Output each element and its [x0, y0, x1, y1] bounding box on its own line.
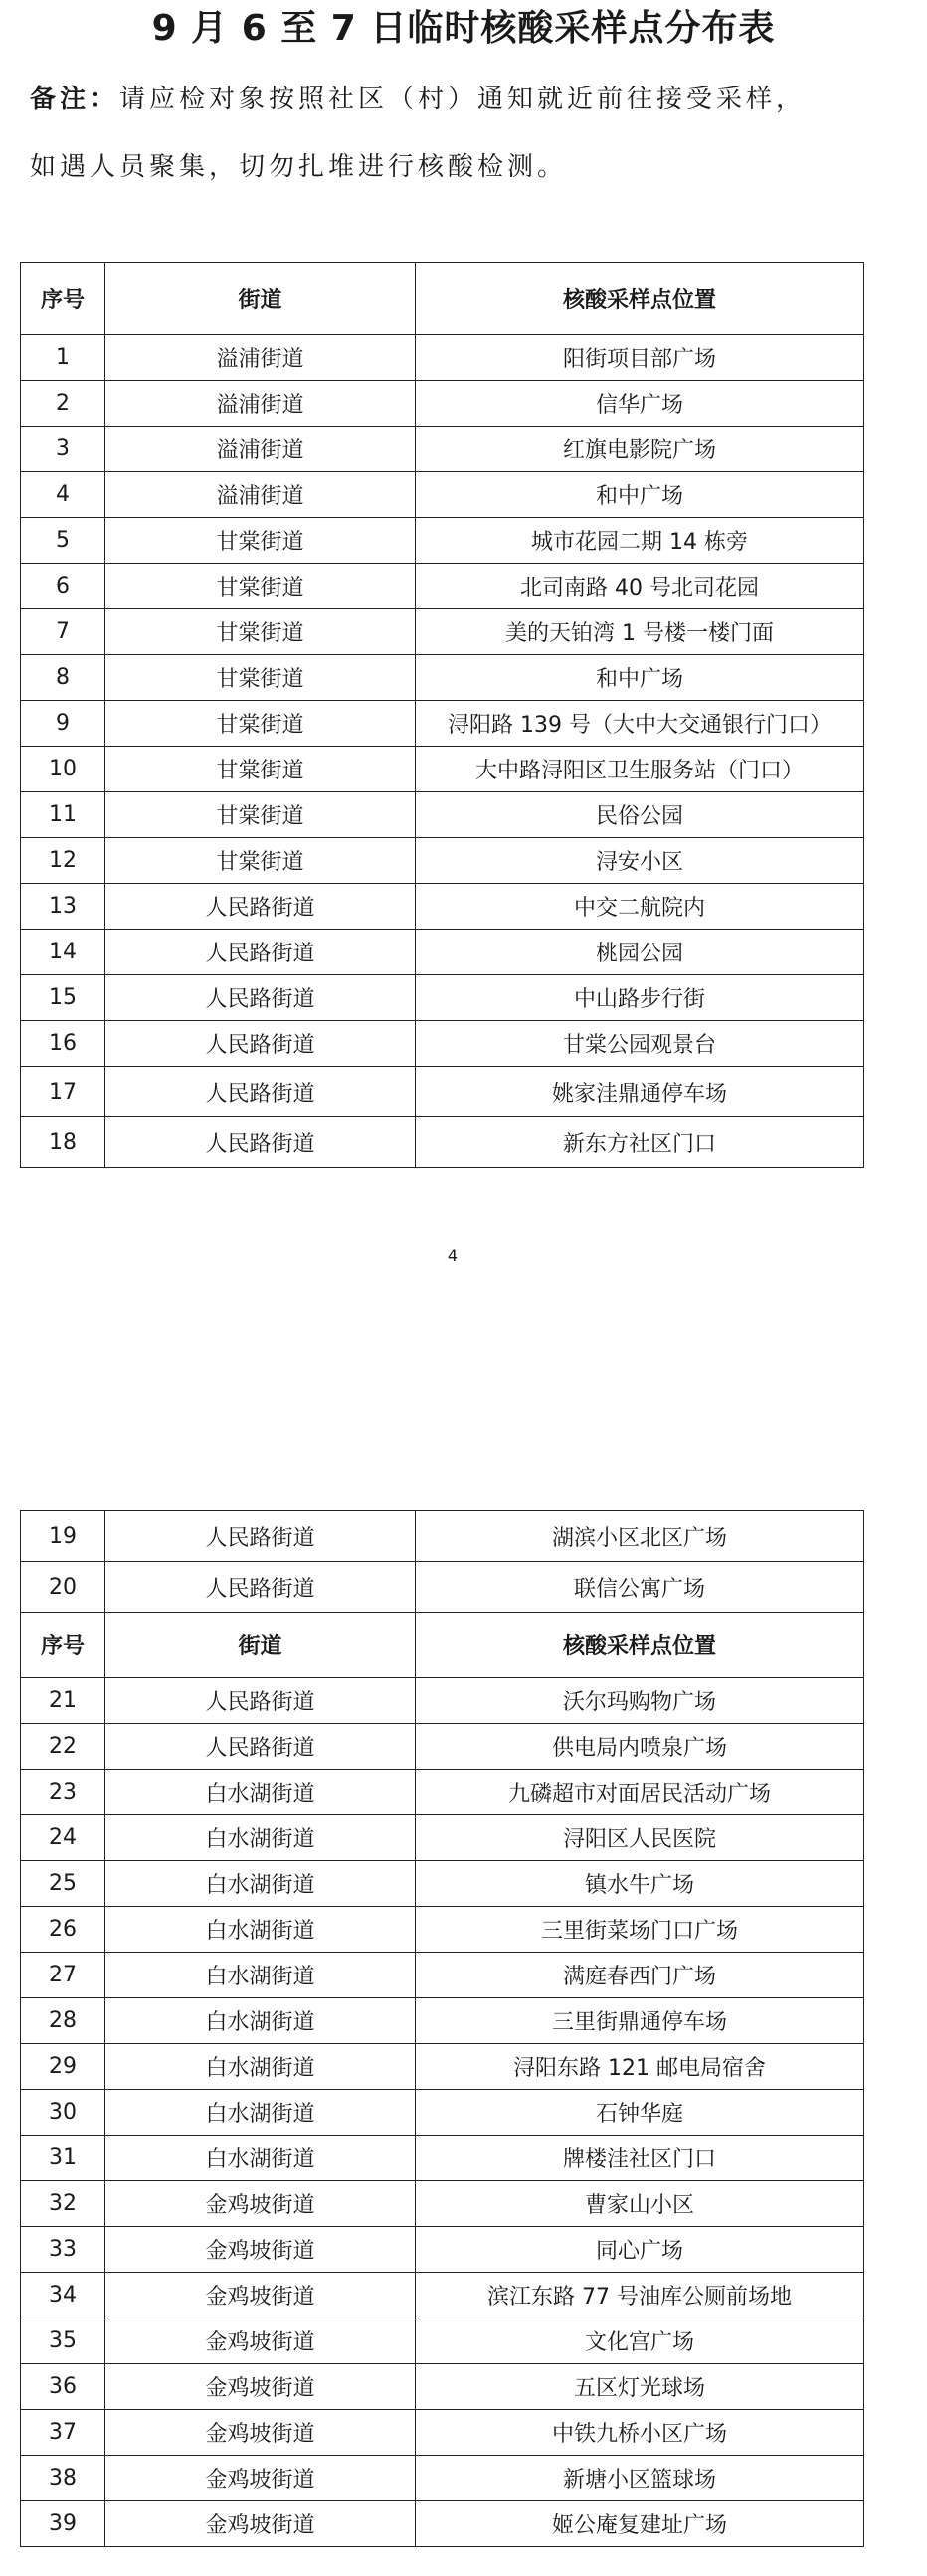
cell-no: 14 — [21, 930, 105, 975]
cell-no: 38 — [21, 2456, 105, 2501]
cell-no: 27 — [21, 1953, 105, 1998]
cell-street: 金鸡坡街道 — [105, 2456, 416, 2501]
cell-site: 大中路浔阳区卫生服务站（门口） — [416, 747, 864, 792]
sampling-table-page-1 — [20, 262, 864, 1168]
cell-site: 北司南路 40 号北司花园 — [416, 564, 864, 609]
cell-street: 甘棠街道 — [105, 792, 416, 838]
cell-no: 36 — [21, 2364, 105, 2410]
table-row — [21, 792, 864, 838]
cell-street: 白水湖街道 — [105, 1861, 416, 1907]
cell-site: 城市花园二期 14 栋旁 — [416, 518, 864, 564]
cell-no: 12 — [21, 838, 105, 884]
cell-street: 白水湖街道 — [105, 2136, 416, 2181]
cell-site: 九磷超市对面居民活动广场 — [416, 1770, 864, 1815]
table-row — [21, 381, 864, 427]
table-row — [21, 2456, 864, 2501]
cell-street: 甘棠街道 — [105, 701, 416, 747]
cell-street: 溢浦街道 — [105, 335, 416, 381]
cell-no: 11 — [21, 792, 105, 838]
table-row — [21, 930, 864, 975]
cell-no: 20 — [21, 1562, 105, 1613]
cell-no: 29 — [21, 2044, 105, 2090]
table-row — [21, 2501, 864, 2547]
cell-no: 21 — [21, 1678, 105, 1724]
cell-no: 30 — [21, 2090, 105, 2136]
cell-no: 16 — [21, 1021, 105, 1067]
cell-street: 人民路街道 — [105, 1117, 416, 1168]
cell-site: 和中广场 — [416, 655, 864, 701]
cell-street: 甘棠街道 — [105, 518, 416, 564]
cell-street: 人民路街道 — [105, 975, 416, 1021]
cell-street: 人民路街道 — [105, 1724, 416, 1770]
cell-street: 人民路街道 — [105, 930, 416, 975]
cell-no: 7 — [21, 609, 105, 655]
cell-site: 甘棠公园观景台 — [416, 1021, 864, 1067]
cell-street: 金鸡坡街道 — [105, 2364, 416, 2410]
cell-no: 33 — [21, 2227, 105, 2273]
cell-street: 甘棠街道 — [105, 655, 416, 701]
table-row — [21, 1770, 864, 1815]
cell-street: 白水湖街道 — [105, 1998, 416, 2044]
cell-site: 浔阳路 139 号（大中大交通银行门口） — [416, 701, 864, 747]
cell-site: 同心广场 — [416, 2227, 864, 2273]
cell-no: 37 — [21, 2410, 105, 2456]
cell-street: 金鸡坡街道 — [105, 2410, 416, 2456]
table-row — [21, 2410, 864, 2456]
table-row — [21, 2227, 864, 2273]
table-row — [21, 1678, 864, 1724]
table-row — [21, 1021, 864, 1067]
cell-no: 13 — [21, 884, 105, 930]
cell-site: 联信公寓广场 — [416, 1562, 864, 1613]
cell-street: 金鸡坡街道 — [105, 2181, 416, 2227]
cell-no: 4 — [21, 472, 105, 518]
table-row — [21, 1815, 864, 1861]
cell-site: 滨江东路 77 号油库公厕前场地 — [416, 2273, 864, 2318]
table-row — [21, 975, 864, 1021]
cell-street: 白水湖街道 — [105, 1770, 416, 1815]
cell-site: 沃尔玛购物广场 — [416, 1678, 864, 1724]
table-row — [21, 1562, 864, 1613]
note-line-1 — [30, 80, 806, 119]
cell-site: 姚家洼鼎通停车场 — [416, 1067, 864, 1117]
table-row — [21, 335, 864, 381]
cell-site: 石钟华庭 — [416, 2090, 864, 2136]
cell-site: 中山路步行街 — [416, 975, 864, 1021]
table-row — [21, 747, 864, 792]
cell-no: 35 — [21, 2318, 105, 2364]
cell-street: 人民路街道 — [105, 1678, 416, 1724]
cell-no: 18 — [21, 1117, 105, 1168]
cell-street: 白水湖街道 — [105, 2090, 416, 2136]
cell-site: 姬公庵复建址广场 — [416, 2501, 864, 2547]
table-row — [21, 472, 864, 518]
cell-street: 溢浦街道 — [105, 472, 416, 518]
cell-site: 三里街鼎通停车场 — [416, 1998, 864, 2044]
cell-no: 1 — [21, 335, 105, 381]
table-row — [21, 884, 864, 930]
table-row — [21, 1511, 864, 1562]
header-site: 核酸采样点位置 — [416, 1613, 864, 1678]
cell-street: 白水湖街道 — [105, 1815, 416, 1861]
page-number: 4 — [447, 1246, 459, 1265]
cell-street: 金鸡坡街道 — [105, 2273, 416, 2318]
cell-site: 牌楼洼社区门口 — [416, 2136, 864, 2181]
cell-no: 31 — [21, 2136, 105, 2181]
cell-street: 金鸡坡街道 — [105, 2501, 416, 2547]
cell-site: 五区灯光球场 — [416, 2364, 864, 2410]
cell-street: 甘棠街道 — [105, 564, 416, 609]
cell-site: 美的天铂湾 1 号楼一楼门面 — [416, 609, 864, 655]
header-no: 序号 — [21, 1613, 105, 1678]
cell-site: 信华广场 — [416, 381, 864, 427]
table-row — [21, 427, 864, 472]
cell-site: 红旗电影院广场 — [416, 427, 864, 472]
cell-street: 白水湖街道 — [105, 1953, 416, 1998]
table-row — [21, 838, 864, 884]
cell-street: 人民路街道 — [105, 884, 416, 930]
cell-site: 湖滨小区北区广场 — [416, 1511, 864, 1562]
cell-site: 曹家山小区 — [416, 2181, 864, 2227]
note-label: 备注： — [30, 85, 120, 114]
table-header-row — [21, 263, 864, 335]
cell-no: 2 — [21, 381, 105, 427]
cell-street: 甘棠街道 — [105, 747, 416, 792]
table-row — [21, 518, 864, 564]
table-row — [21, 564, 864, 609]
cell-site: 浔阳东路 121 邮电局宿舍 — [416, 2044, 864, 2090]
table-row — [21, 1861, 864, 1907]
cell-site: 浔阳区人民医院 — [416, 1815, 864, 1861]
table-row — [21, 701, 864, 747]
cell-street: 金鸡坡街道 — [105, 2227, 416, 2273]
header-site: 核酸采样点位置 — [416, 263, 864, 335]
table-row — [21, 2181, 864, 2227]
cell-no: 25 — [21, 1861, 105, 1907]
table-row — [21, 2364, 864, 2410]
table-row — [21, 1998, 864, 2044]
note-text-1: 请应检对象按照社区（村）通知就近前往接受采样， — [119, 85, 807, 114]
cell-no: 28 — [21, 1998, 105, 2044]
cell-site: 新塘小区篮球场 — [416, 2456, 864, 2501]
cell-site: 文化宫广场 — [416, 2318, 864, 2364]
table-row — [21, 1907, 864, 1953]
cell-no: 3 — [21, 427, 105, 472]
cell-street: 白水湖街道 — [105, 1907, 416, 1953]
cell-street: 金鸡坡街道 — [105, 2318, 416, 2364]
cell-site: 阳街项目部广场 — [416, 335, 864, 381]
table-row — [21, 655, 864, 701]
cell-site: 中铁九桥小区广场 — [416, 2410, 864, 2456]
cell-no: 22 — [21, 1724, 105, 1770]
cell-street: 甘棠街道 — [105, 838, 416, 884]
cell-site: 新东方社区门口 — [416, 1117, 864, 1168]
cell-street: 溢浦街道 — [105, 381, 416, 427]
cell-no: 8 — [21, 655, 105, 701]
cell-street: 人民路街道 — [105, 1511, 416, 1562]
cell-site: 民俗公园 — [416, 792, 864, 838]
table-row — [21, 2273, 864, 2318]
table-row — [21, 2318, 864, 2364]
table-row — [21, 1117, 864, 1168]
cell-site: 镇水牛广场 — [416, 1861, 864, 1907]
table-row — [21, 2090, 864, 2136]
table-row — [21, 1067, 864, 1117]
table-row — [21, 2044, 864, 2090]
cell-no: 34 — [21, 2273, 105, 2318]
cell-no: 26 — [21, 1907, 105, 1953]
cell-site: 中交二航院内 — [416, 884, 864, 930]
table-row — [21, 1724, 864, 1770]
cell-street: 人民路街道 — [105, 1562, 416, 1613]
cell-site: 桃园公园 — [416, 930, 864, 975]
cell-site: 满庭春西门广场 — [416, 1953, 864, 1998]
header-street: 街道 — [105, 263, 416, 335]
cell-street: 人民路街道 — [105, 1067, 416, 1117]
cell-site: 供电局内喷泉广场 — [416, 1724, 864, 1770]
cell-street: 白水湖街道 — [105, 2044, 416, 2090]
cell-site: 和中广场 — [416, 472, 864, 518]
cell-no: 17 — [21, 1067, 105, 1117]
header-street: 街道 — [105, 1613, 416, 1678]
cell-no: 15 — [21, 975, 105, 1021]
cell-no: 9 — [21, 701, 105, 747]
cell-no: 5 — [21, 518, 105, 564]
cell-no: 32 — [21, 2181, 105, 2227]
cell-no: 24 — [21, 1815, 105, 1861]
cell-street: 溢浦街道 — [105, 427, 416, 472]
header-no: 序号 — [21, 263, 105, 335]
sampling-table-page-2 — [20, 1510, 864, 2547]
cell-no: 19 — [21, 1511, 105, 1562]
note-line-2: 如遇人员聚集，切勿扎堆进行核酸检测。 — [30, 152, 568, 182]
cell-site: 浔安小区 — [416, 838, 864, 884]
table-row — [21, 2136, 864, 2181]
document-title: 9 月 6 至 7 日临时核酸采样点分布表 — [151, 8, 776, 49]
cell-no: 6 — [21, 564, 105, 609]
table-row — [21, 609, 864, 655]
table-row — [21, 1953, 864, 1998]
cell-site: 三里街菜场门口广场 — [416, 1907, 864, 1953]
cell-no: 39 — [21, 2501, 105, 2547]
table-header-row — [21, 1613, 864, 1678]
cell-street: 人民路街道 — [105, 1021, 416, 1067]
cell-no: 23 — [21, 1770, 105, 1815]
cell-no: 10 — [21, 747, 105, 792]
cell-street: 甘棠街道 — [105, 609, 416, 655]
